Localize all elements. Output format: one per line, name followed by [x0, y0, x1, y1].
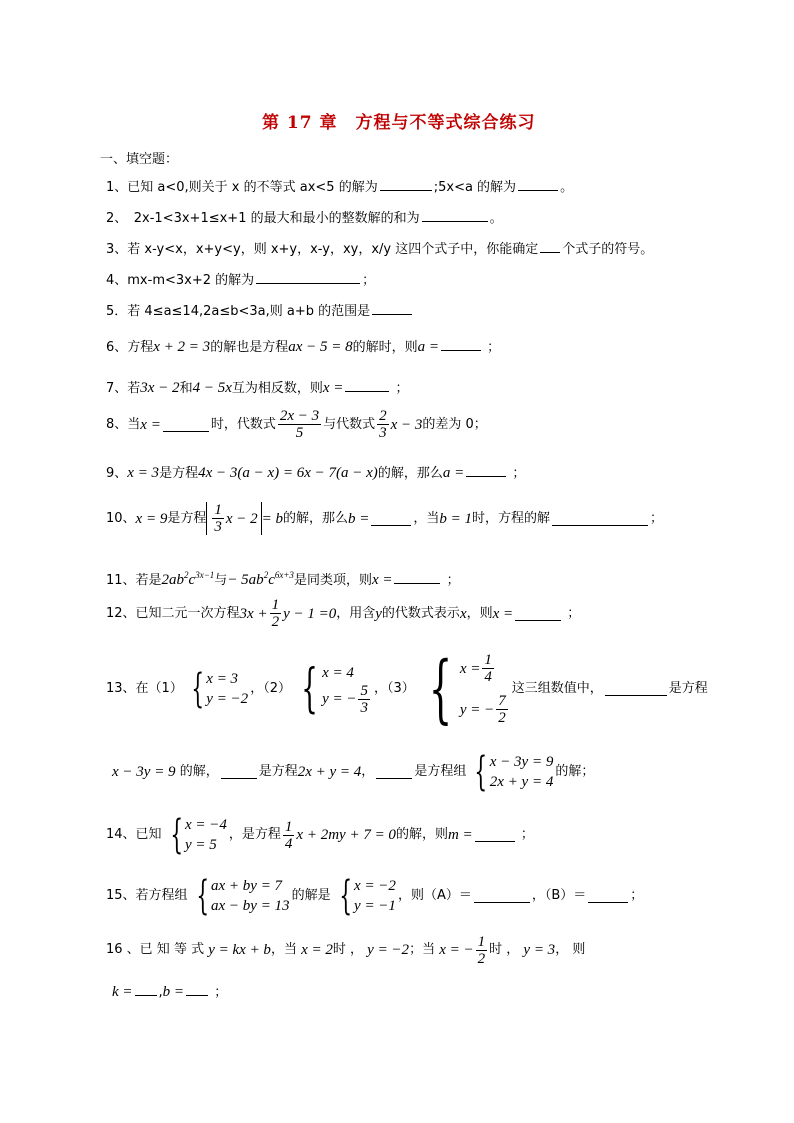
- q11-text: 是同类项，则: [293, 573, 372, 588]
- q16-text: ,: [158, 985, 163, 1000]
- question-16: [106, 930, 585, 970]
- q7-text: ；: [395, 381, 409, 396]
- system-row: x = 4: [322, 664, 354, 681]
- answer-blank[interactable]: [376, 765, 412, 779]
- denominator: 5: [295, 425, 304, 441]
- question-10: [106, 502, 663, 535]
- page-title: 第 17 章 方程与不等式综合练习: [262, 113, 536, 133]
- equation: c: [268, 572, 275, 588]
- equation: 4x − 3(a − x) = 6x − 7(a − x): [198, 465, 378, 481]
- system-row: x =: [459, 660, 481, 677]
- q1-text: 。: [560, 180, 574, 195]
- equation: x =: [140, 416, 161, 433]
- equation: b =: [162, 984, 185, 1000]
- system-row: x = 3: [206, 671, 239, 687]
- answer-blank[interactable]: [345, 378, 389, 392]
- q16-text: 时 ，: [332, 942, 364, 957]
- q9-text: 的解，那么: [377, 466, 443, 481]
- q12-text: ，用含: [336, 605, 376, 621]
- brace-icon: {: [474, 749, 488, 795]
- answer-blank[interactable]: [475, 828, 515, 842]
- equation: a =: [442, 465, 465, 481]
- equation-system: [417, 646, 510, 732]
- equation: x − 2: [225, 510, 258, 527]
- q16-text: 16 、已 知 等 式: [106, 942, 205, 957]
- equation: 2x + y = 4: [297, 764, 362, 780]
- q7-text: 互为相反数，则: [231, 381, 323, 396]
- question-8: [106, 408, 487, 441]
- q9-text: 9、: [106, 466, 128, 481]
- q2-text: 2、 2x-1<3x+1≤x+1 的最大和最小的整数解的和为: [106, 211, 420, 226]
- system-row: y = 5: [185, 837, 217, 853]
- question-14: [106, 812, 534, 858]
- question-5: [106, 301, 414, 321]
- q13-text: 13、在（1）: [106, 681, 183, 696]
- fraction: [476, 934, 488, 967]
- equation: = b: [261, 510, 283, 527]
- exponent: 2: [184, 570, 189, 580]
- q6-text: ；: [487, 340, 501, 355]
- q10-text: 时，方程的解: [472, 510, 551, 526]
- brace-icon: {: [338, 873, 352, 919]
- q16-text: 时 ，: [489, 942, 520, 957]
- equation-system: [468, 749, 554, 795]
- q13-text: 是方程组: [414, 764, 467, 779]
- q1-text: ;5x<a 的解为: [433, 180, 517, 195]
- q8-text: 的差为 0；: [422, 416, 487, 432]
- numerator: 5: [360, 682, 368, 699]
- q7-text: 7、若: [106, 381, 141, 396]
- equation: x + 2my + 7 = 0: [296, 827, 396, 843]
- equation: 2ab: [161, 572, 185, 588]
- question-13: [106, 646, 708, 732]
- q16-text: ，当: [270, 942, 297, 957]
- numerator: 1: [214, 502, 222, 518]
- numerator: 7: [498, 693, 506, 709]
- q12-text: ，则: [466, 605, 493, 621]
- equation: y = −2: [367, 942, 410, 958]
- q3-text: 个式子的符号。: [562, 242, 654, 257]
- numerator: 2x − 3: [279, 408, 320, 424]
- q15-text: ，则（A）＝: [397, 888, 472, 903]
- equation: y = kx + b: [208, 942, 271, 958]
- system-row: ax − by = 13: [211, 898, 290, 914]
- system-row: y = −2: [206, 691, 249, 707]
- variable: y: [375, 605, 382, 622]
- brace-icon: {: [195, 873, 209, 919]
- denominator: 4: [284, 835, 293, 852]
- q10-text: ，当: [413, 510, 440, 526]
- variable: x: [459, 605, 467, 622]
- fraction: [278, 408, 321, 441]
- answer-blank[interactable]: [518, 177, 558, 191]
- q13-text: 这三组数值中，: [511, 681, 603, 696]
- question-4: [106, 270, 375, 290]
- system-row: x = −2: [354, 878, 396, 894]
- system-row: y = −: [322, 691, 357, 707]
- answer-blank[interactable]: [186, 982, 208, 996]
- q5-text: 5．若 4≤a≤14,2a≤b<3a,则 a+b 的范围是: [106, 304, 371, 319]
- q9-text: ；: [512, 466, 526, 481]
- answer-blank[interactable]: [372, 301, 412, 315]
- q6-text: 6、方程: [106, 340, 154, 355]
- fraction: [496, 693, 508, 726]
- q13-text: ，: [361, 764, 375, 779]
- fraction: [482, 652, 494, 685]
- q12-text: ；: [567, 605, 581, 621]
- equation: x =: [371, 572, 393, 588]
- denominator: 2: [477, 950, 486, 967]
- q3-text: 3、若 x-y<x，x+y<y，则 x+y，x-y，xy，x/y 这四个式子中，你能确定: [106, 242, 539, 257]
- q11-text: 11、若是: [106, 573, 162, 588]
- q14-text: 的解，则: [395, 827, 448, 842]
- q6-text: 的解时，则: [352, 340, 418, 355]
- answer-blank[interactable]: [422, 208, 488, 222]
- q8-text: 与代数式: [323, 416, 376, 432]
- equation: 3x +: [239, 605, 268, 622]
- equation: x = −: [439, 942, 474, 958]
- answer-blank[interactable]: [441, 337, 481, 351]
- equation: 3x − 2: [140, 380, 180, 396]
- question-13-cont: [112, 750, 594, 794]
- denominator: 3: [360, 699, 368, 716]
- question-1: [106, 177, 573, 197]
- equation: y = 3: [523, 942, 556, 958]
- brace-icon: {: [191, 666, 204, 712]
- q11-text: 与: [214, 573, 228, 588]
- q15-text: ，（B）＝: [531, 888, 587, 903]
- fraction: [358, 683, 370, 716]
- q1-text: 1、已知 a<0,则关于 x 的不等式 ax<5 的解为: [106, 180, 378, 195]
- equation: a =: [417, 339, 439, 355]
- equation-system: [293, 658, 372, 719]
- q4-text: 4、mx-m<3x+2 的解为: [106, 273, 255, 288]
- question-6: [106, 337, 500, 357]
- numerator: 1: [271, 597, 280, 613]
- equation: x = 3: [127, 465, 160, 481]
- fraction: [377, 408, 389, 441]
- q10-text: ；: [650, 510, 664, 526]
- q6-text: 的解也是方程: [210, 340, 289, 355]
- brace-icon: {: [301, 658, 318, 719]
- fraction: [212, 502, 224, 535]
- question-15: [106, 873, 643, 919]
- system-row: x = −4: [185, 817, 227, 833]
- answer-blank[interactable]: [466, 463, 506, 477]
- q15-text: 的解是: [291, 888, 331, 903]
- q9-text: 是方程: [159, 466, 199, 481]
- answer-blank[interactable]: [540, 239, 560, 253]
- equation: x =: [492, 605, 514, 622]
- section-heading: 一、填空题：: [100, 152, 179, 167]
- answer-blank[interactable]: [474, 889, 530, 903]
- equation: x − 3: [390, 416, 423, 433]
- equation: x =: [322, 380, 344, 396]
- numerator: 1: [477, 933, 486, 950]
- answer-blank[interactable]: [256, 270, 360, 284]
- denominator: 3: [379, 425, 387, 441]
- answer-blank[interactable]: [515, 607, 561, 621]
- equation: ax − 5 = 8: [288, 339, 353, 355]
- q11-text: ；: [446, 573, 460, 588]
- question-3: [106, 239, 653, 259]
- equation: x − 3y = 9: [112, 764, 176, 780]
- q13-text: 的解，: [179, 764, 219, 779]
- system-row: y = −1: [354, 898, 396, 914]
- equation-system: [190, 873, 290, 919]
- equation: k =: [112, 984, 133, 1000]
- system-row: y = −: [459, 701, 495, 718]
- q13-text: ，（3）: [373, 681, 415, 696]
- answer-blank[interactable]: [380, 177, 432, 191]
- q15-text: 15、若方程组: [106, 888, 188, 903]
- equation-system: [164, 812, 227, 858]
- numerator: 1: [484, 652, 492, 668]
- question-7: [106, 378, 409, 398]
- q8-text: 8、当: [106, 416, 141, 432]
- q13-text: 是方程: [668, 681, 708, 696]
- q12-text: 12、已知二元一次方程: [106, 605, 240, 621]
- absolute-value: [206, 502, 261, 535]
- denominator: 3: [214, 519, 222, 535]
- question-16-cont: [112, 982, 227, 1002]
- equation: b = 1: [439, 510, 473, 527]
- answer-blank[interactable]: [605, 682, 667, 696]
- equation: b =: [348, 510, 370, 527]
- equation: m =: [447, 827, 473, 843]
- equation: − 5ab: [227, 572, 264, 588]
- q4-text: ；: [362, 273, 376, 288]
- q14-text: 14、已知: [106, 827, 162, 842]
- q16-text: ；当: [409, 942, 436, 957]
- equation-system: [185, 666, 249, 712]
- answer-blank[interactable]: [588, 889, 628, 903]
- system-row: x − 3y = 9: [489, 754, 554, 770]
- q14-text: ；: [520, 827, 534, 842]
- equation: c: [188, 572, 196, 588]
- question-2: [106, 208, 503, 228]
- question-12: [106, 597, 580, 630]
- brace-icon: {: [428, 646, 453, 732]
- answer-blank[interactable]: [394, 570, 440, 584]
- answer-blank[interactable]: [135, 982, 157, 996]
- q16-text: ， 则: [555, 942, 586, 957]
- equation: 4 − 5x: [192, 380, 232, 396]
- exponent: 2: [263, 570, 269, 580]
- q2-text: 。: [489, 211, 503, 226]
- q8-text: 时，代数式: [210, 416, 276, 432]
- answer-blank[interactable]: [371, 512, 411, 526]
- q10-text: 10、: [106, 510, 136, 526]
- exponent: 6x+3: [274, 570, 294, 580]
- exponent: 3x−1: [195, 570, 215, 580]
- numerator: 1: [284, 818, 293, 835]
- question-11: [106, 566, 460, 590]
- q16-text: ；: [214, 985, 228, 1000]
- q13-text: 的解；: [555, 764, 595, 779]
- q12-text: 的代数式表示: [381, 605, 460, 621]
- equation-system: [333, 873, 396, 919]
- q10-text: 是方程: [167, 510, 207, 526]
- brace-icon: {: [169, 812, 183, 858]
- answer-blank[interactable]: [221, 765, 257, 779]
- denominator: 4: [484, 669, 492, 685]
- equation: x = 9: [135, 510, 168, 527]
- q13-text: 是方程: [258, 764, 298, 779]
- fraction: [270, 597, 282, 630]
- equation: y − 1 =0: [283, 605, 337, 622]
- denominator: 2: [498, 710, 506, 726]
- equation: x + 2 = 3: [153, 339, 211, 355]
- denominator: 2: [271, 614, 280, 630]
- equation: x = 2: [301, 942, 333, 958]
- q14-text: ，是方程: [228, 827, 281, 842]
- answer-blank[interactable]: [552, 512, 648, 526]
- q10-text: 的解，那么: [283, 510, 349, 526]
- answer-blank[interactable]: [163, 418, 209, 432]
- system-row: 2x + y = 4: [489, 774, 554, 790]
- numerator: 2: [379, 408, 387, 424]
- fraction: [283, 819, 295, 852]
- q15-text: ；: [630, 888, 644, 903]
- q7-text: 和: [179, 381, 193, 396]
- question-9: [106, 463, 525, 483]
- system-row: ax + by = 7: [211, 878, 283, 894]
- q13-text: ，（2）: [250, 681, 291, 696]
